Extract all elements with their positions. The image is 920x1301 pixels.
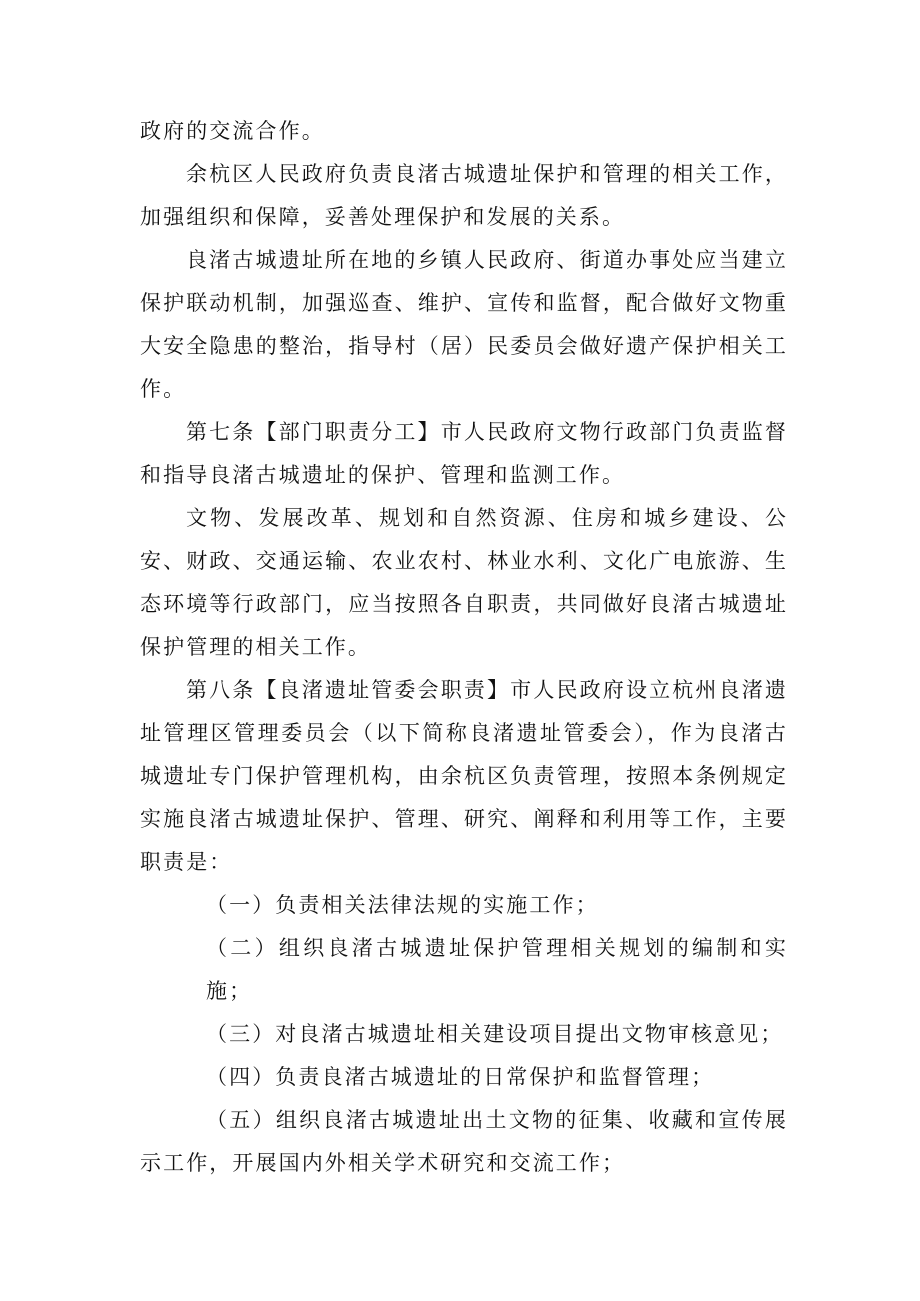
document-body	[140, 110, 788, 1185]
paragraph-department-responsibility: 文物、发展改革、规划和自然资源、住房和城乡建设、公安、财政、交通运输、农业农村、林业水利、文化广电旅游、生态环境等行政部门，应当按照各自职责，共同做好良渚古城遗址保护管理的相关工作。	[140, 506, 788, 659]
list-item-4: （四）负责良渚古城遗址的日常保护和监督管理；	[206, 1065, 715, 1089]
list-item-5: （五）组织良渚古城遗址出土文物的征集、收藏和宣传展示工作，开展国内外相关学术研究和交流工作；	[140, 1108, 788, 1175]
article-7-paragraph: 第七条【部门职责分工】市人民政府文物行政部门负责监督和指导良渚古城遗址的保护、管理和监测工作。	[140, 420, 788, 487]
list-item-3: （三）对良渚古城遗址相关建设项目提出文物审核意见；	[206, 1022, 784, 1046]
list-item-2: （二）组织良渚古城遗址保护管理相关规划的编制和实施；	[206, 936, 788, 1003]
paragraph-yuhang-responsibility: 余杭区人民政府负责良渚古城遗址保护和管理的相关工作，加强组织和保障，妥善处理保护和发展的关系。	[140, 162, 788, 229]
paragraph-township-responsibility: 良渚古城遗址所在地的乡镇人民政府、街道办事处应当建立保护联动机制，加强巡查、维护、宣传和监督，配合做好文物重大安全隐患的整治，指导村（居）民委员会做好遗产保护相关工作。	[140, 248, 788, 401]
list-item-1: （一）负责相关法律法规的实施工作；	[206, 893, 599, 917]
paragraph-continuation: 政府的交流合作。	[140, 119, 325, 143]
article-8-paragraph: 第八条【良渚遗址管委会职责】市人民政府设立杭州良渚遗址管理区管理委员会（以下简称良渚遗址管委会），作为良渚古城遗址专门保护管理机构，由余杭区负责管理，按照本条例规定实施良渚古城遗址保护、管理、研究、阐释和利用等工作，主要职责是：	[140, 678, 788, 874]
